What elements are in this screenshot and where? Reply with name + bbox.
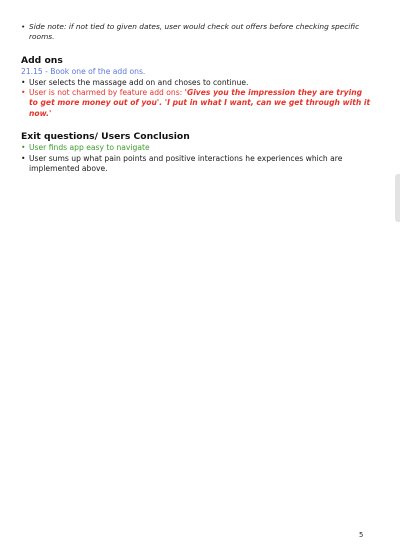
page-content — [21, 22, 371, 174]
exit-bullet-sums-up — [21, 154, 371, 175]
add-ons-heading: Add ons — [21, 55, 63, 67]
add-ons-bullet-not-charmed — [21, 88, 371, 119]
exit-questions-heading: Exit questions/ Users Conclusion — [21, 131, 190, 143]
add-ons-bullet-select — [21, 78, 371, 88]
page-number: 5 — [359, 531, 364, 539]
exit-bullet-easy-navigate — [21, 143, 371, 153]
scrollbar-handle[interactable] — [395, 174, 400, 222]
exit-bullet-sums-up-text: User sums up what pain points and positive interactions he experiences which are implemented above. — [29, 153, 343, 174]
add-ons-user-quote: 'Gives you the impression they are trying to get more money out of you'. 'I put in what I want, can we get through with it now.' — [29, 88, 371, 118]
add-ons-subhead: 21.15 - Book one of the add ons. — [21, 67, 146, 77]
side-note-text: Side note: if not tied to given dates, user would check out offers before checking specific rooms. — [29, 22, 360, 42]
add-ons-bullet-lead-text: User is not charmed by feature add ons: — [29, 88, 185, 98]
exit-bullet-easy-navigate-text: User finds app easy to navigate — [29, 143, 150, 153]
side-note-bullet — [21, 22, 371, 42]
add-ons-bullet-select-text: User selects the massage add on and choses to continue. — [29, 77, 249, 87]
